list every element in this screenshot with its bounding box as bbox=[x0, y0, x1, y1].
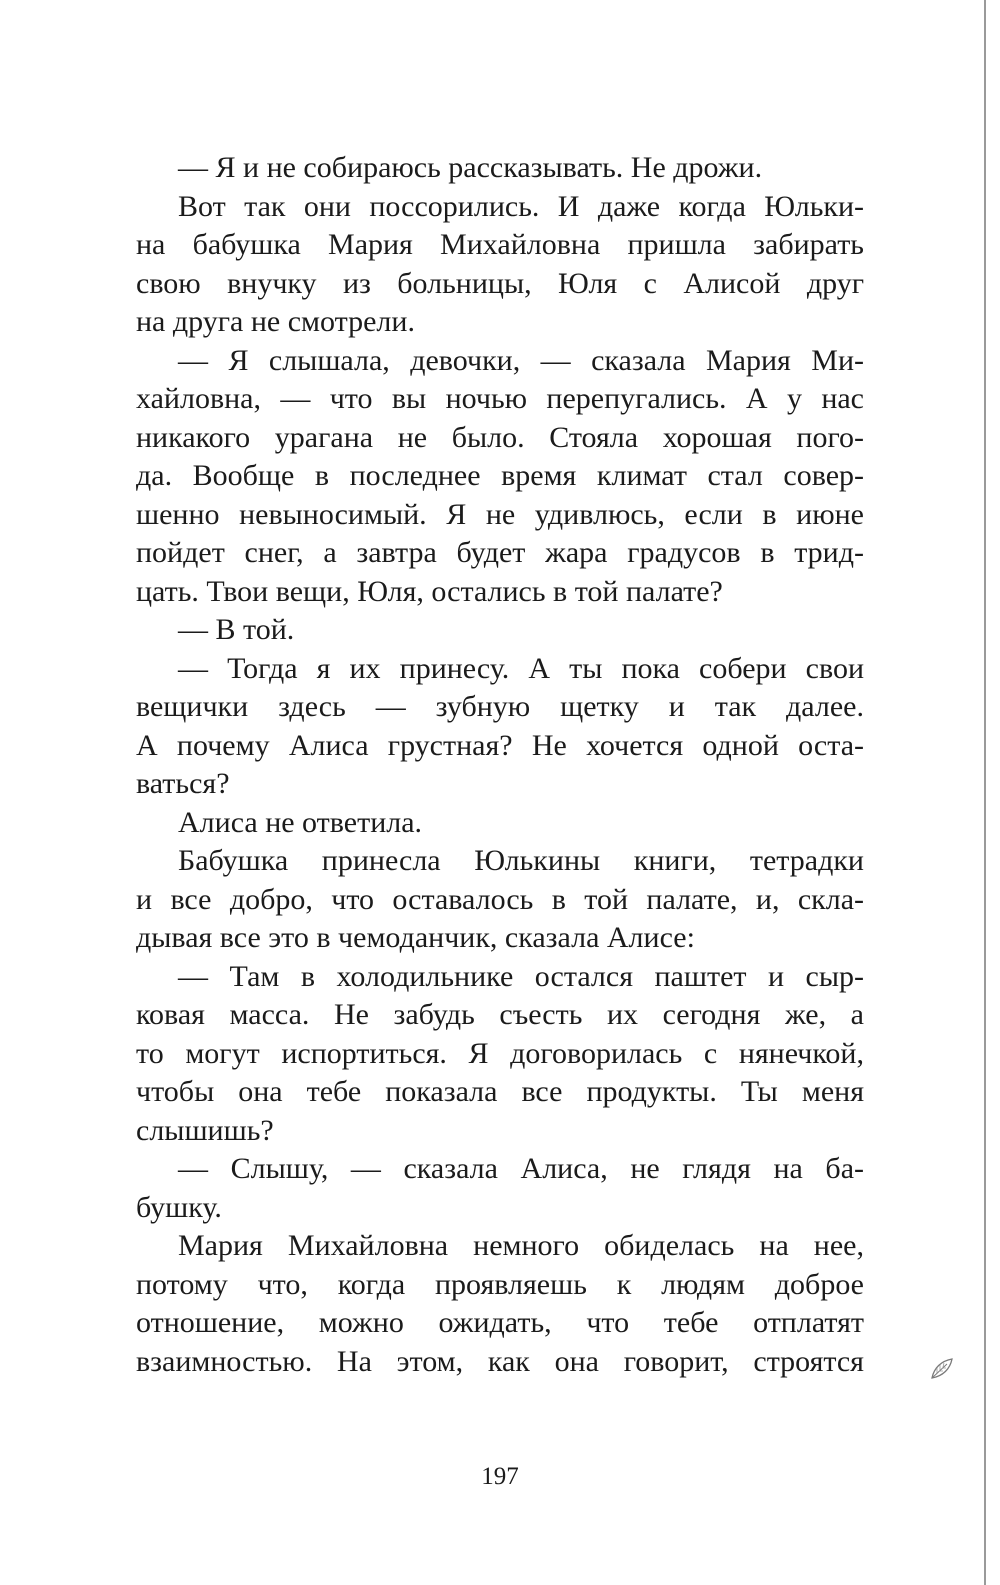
text-line: ковая масса. Не забудь съесть их сегодня же, а bbox=[136, 998, 864, 1031]
text-line: вещички здесь — зубную щетку и так далее. bbox=[136, 690, 864, 723]
text-line: взаимностью. На этом, как она говорит, строятся bbox=[136, 1344, 864, 1378]
page-edge-line bbox=[984, 0, 986, 1585]
body-text bbox=[136, 149, 864, 1381]
page-number: 197 bbox=[481, 1463, 519, 1490]
text-line: Вот так они поссорились. И даже когда Юльки- bbox=[178, 189, 864, 223]
text-line: чтобы она тебе показала все продукты. Ты меня bbox=[136, 1075, 864, 1108]
text-line: потому что, когда проявляешь к людям доброе bbox=[136, 1267, 864, 1301]
text-line: цать. Твои вещи, Юля, остались в той палате? bbox=[136, 574, 723, 608]
text-line: пойдет снег, а завтра будет жара градусов в трид- bbox=[136, 536, 864, 569]
text-line: то могут испортиться. Я договорилась с нянечкой, bbox=[136, 1036, 864, 1070]
text-line: шенно невыносимый. Я не удивлюсь, если в июне bbox=[136, 497, 864, 531]
text-line: Бабушка принесла Юлькины книги, тетрадки bbox=[178, 844, 864, 877]
text-line: — Слышу, — сказала Алиса, не глядя на ба- bbox=[178, 1152, 864, 1185]
text-line: на бабушка Мария Михайловна пришла забирать bbox=[136, 228, 864, 261]
text-line: Мария Михайловна немного обиделась на нее, bbox=[178, 1229, 864, 1262]
text-line: бушку. bbox=[136, 1190, 222, 1224]
text-line: свою внучку из больницы, Юля с Алисой друг bbox=[136, 266, 864, 300]
text-line: Алиса не ответила. bbox=[178, 805, 423, 839]
text-line: ваться? bbox=[136, 767, 230, 800]
leaf-ornament-icon bbox=[929, 1356, 955, 1382]
text-line: А почему Алиса грустная? Не хочется одной оста- bbox=[136, 728, 864, 762]
text-line: отношение, можно ожидать, что тебе отплатят bbox=[136, 1306, 864, 1339]
text-line: — Там в холодильнике остался паштет и сыр- bbox=[178, 959, 864, 993]
text-line: хайловна, — что вы ночью перепугались. А у нас bbox=[136, 382, 864, 415]
text-line: — Я слышала, девочки, — сказала Мария Ми- bbox=[178, 343, 864, 377]
text-line: — Я и не собираюсь рассказывать. Не дрожи. bbox=[178, 151, 763, 184]
text-line: на друга не смотрели. bbox=[136, 305, 415, 338]
text-line: никакого урагана не было. Стояла хорошая пого- bbox=[136, 420, 864, 454]
text-line: и все добро, что оставалось в той палате, и, скла- bbox=[136, 882, 864, 916]
text-line: слышишь? bbox=[136, 1113, 274, 1147]
text-line: — В той. bbox=[178, 613, 295, 646]
text-line: да. Вообще в последнее время климат стал совер- bbox=[136, 459, 864, 492]
text-line: — Тогда я их принесу. А ты пока собери свои bbox=[178, 651, 864, 685]
text-line: дывая все это в чемоданчик, сказала Алисе: bbox=[136, 921, 695, 954]
